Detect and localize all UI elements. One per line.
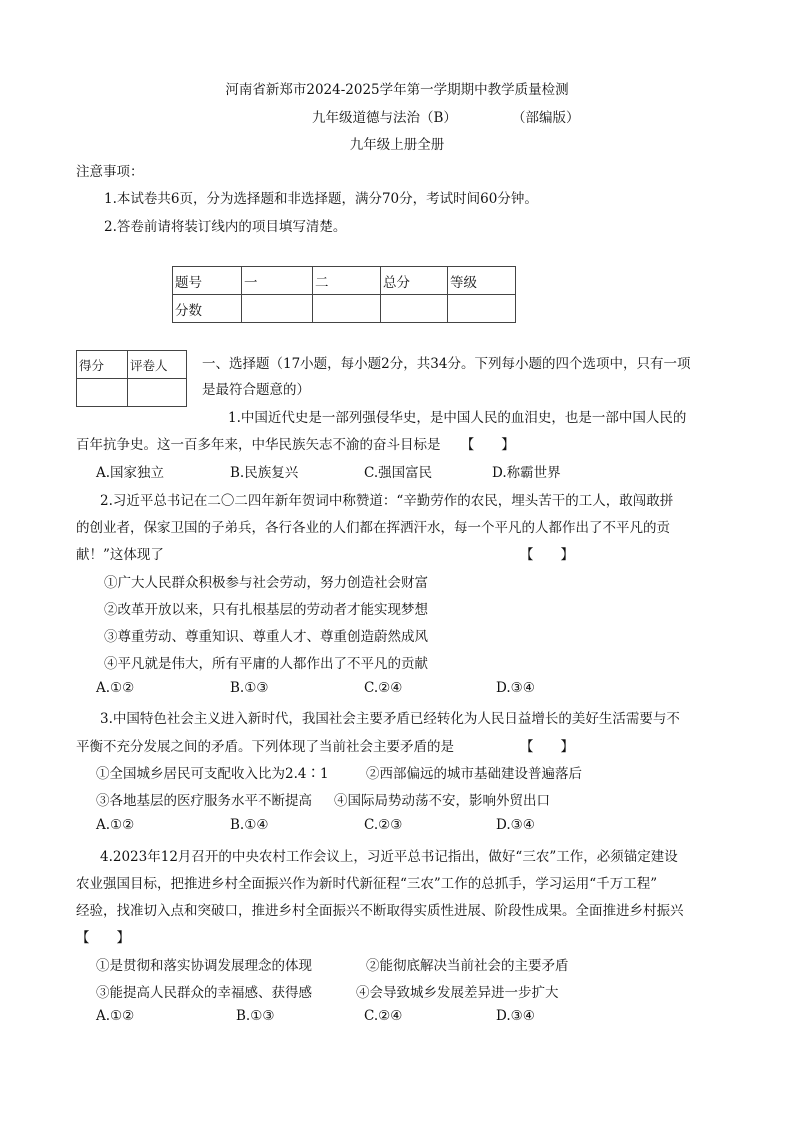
score-cell[interactable] bbox=[313, 295, 381, 323]
score-cell[interactable] bbox=[448, 295, 516, 323]
score-cell[interactable] bbox=[242, 295, 313, 323]
q4-option-b: B.①③ bbox=[236, 1008, 275, 1024]
q2-option-b: B.①③ bbox=[230, 680, 269, 696]
question-4-line2: 农业强国目标，把推进乡村全面振兴作为新时代新征程“三农”工作的总抓手，学习运用“千万工程” bbox=[76, 876, 658, 892]
question-3-line1: 3.中国特色社会主义进入新时代，我国社会主要矛盾已经转化为人民日益增长的美好生活需要与不 bbox=[100, 711, 680, 727]
q2-statement-2: ②改革开放以来，只有扎根基层的劳动者才能实现梦想 bbox=[104, 602, 428, 618]
q2-statement-3: ③尊重劳动、尊重知识、尊重人才、尊重创造蔚然成风 bbox=[104, 629, 428, 645]
note-item-1: 1.本试卷共6页，分为选择题和非选择题，满分70分，考试时间60分钟。 bbox=[104, 191, 538, 207]
exam-edition: （部编版） bbox=[512, 110, 580, 126]
exam-scope: 九年级上册全册 bbox=[349, 137, 445, 153]
q4-statement-1: ①是贯彻和落实协调发展理念的体现 bbox=[96, 958, 312, 974]
grader-table-header: 得分 bbox=[77, 351, 128, 379]
q3-option-b: B.①④ bbox=[230, 817, 269, 833]
q4-answer-bracket[interactable]: 【 】 bbox=[76, 930, 130, 946]
q3-option-a: A.①② bbox=[96, 817, 135, 833]
score-table bbox=[172, 266, 516, 323]
q2-option-c: C.②④ bbox=[364, 680, 403, 696]
exam-subject: 九年级道德与法治（B） bbox=[312, 110, 457, 126]
question-4-line1: 4.2023年12月召开的中央农村工作会议上，习近平总书记指出，做好“三农”工作，必须锚定建设 bbox=[100, 849, 678, 865]
notes-heading: 注意事项： bbox=[76, 164, 144, 180]
question-1-line2: 百年抗争史。这一百多年来，中华民族矢志不渝的奋斗目标是 【 】 bbox=[76, 437, 515, 453]
section-intro-line1: 一、选择题（17小题，每小题2分，共34分。下列每小题的四个选项中，只有一项 bbox=[202, 356, 691, 372]
q1-option-a: A.国家独立 bbox=[96, 465, 165, 481]
q1-option-b: B.民族复兴 bbox=[230, 465, 299, 481]
score-row-label: 分数 bbox=[173, 295, 242, 323]
q3-option-d: D.③④ bbox=[496, 817, 535, 833]
q4-option-a: A.①② bbox=[96, 1008, 135, 1024]
grader-table bbox=[76, 350, 187, 407]
grader-name-cell[interactable] bbox=[128, 379, 187, 407]
score-table-header: 题号 bbox=[173, 267, 242, 295]
q4-option-c: C.②④ bbox=[364, 1008, 403, 1024]
q2-option-a: A.①② bbox=[96, 680, 135, 696]
q3-statement-1: ①全国城乡居民可支配收入比为2.4∶1 bbox=[96, 766, 329, 782]
q3-answer-bracket[interactable]: 【 】 bbox=[520, 739, 574, 755]
score-table-header: 二 bbox=[313, 267, 381, 295]
q1-option-d: D.称霸世界 bbox=[492, 465, 561, 481]
q3-statement-3: ③各地基层的医疗服务水平不断提高 bbox=[96, 793, 312, 809]
note-item-2: 2.答卷前请将装订线内的项目填写清楚。 bbox=[104, 219, 347, 235]
question-2-line2: 的创业者，保家卫国的子弟兵，各行各业的人们都在挥洒汗水，每一个平凡的人都作出了不平凡的贡 bbox=[76, 520, 670, 536]
question-2-line3: 献！”这体现了 bbox=[76, 547, 164, 563]
q4-statement-4: ④会导致城乡发展差异进一步扩大 bbox=[356, 985, 559, 1001]
grader-table-header-row bbox=[77, 351, 187, 379]
question-3-line2: 平衡不充分发展之间的矛盾。下列体现了当前社会主要矛盾的是 bbox=[76, 739, 454, 755]
q3-statement-4: ④国际局势动荡不安，影响外贸出口 bbox=[334, 793, 550, 809]
score-table-header: 总分 bbox=[381, 267, 448, 295]
score-table-header: 一 bbox=[242, 267, 313, 295]
grader-table-row bbox=[77, 379, 187, 407]
question-4-line3: 经验，找准切入点和突破口，推进乡村全面振兴不断取得实质性进展、阶段性成果。全面推进乡村振兴 bbox=[76, 903, 684, 919]
exam-title: 河南省新郑市2024-2025学年第一学期期中教学质量检测 bbox=[225, 82, 569, 98]
q2-option-d: D.③④ bbox=[496, 680, 535, 696]
q3-statement-2: ②西部偏远的城市基础建设普遍落后 bbox=[366, 766, 582, 782]
q4-option-d: D.③④ bbox=[496, 1008, 535, 1024]
score-table-row bbox=[173, 295, 516, 323]
score-table-header: 等级 bbox=[448, 267, 516, 295]
score-table-header-row bbox=[173, 267, 516, 295]
q1-option-c: C.强国富民 bbox=[364, 465, 433, 481]
section-intro-line2: 是最符合题意的） bbox=[202, 382, 310, 398]
score-cell[interactable] bbox=[381, 295, 448, 323]
grader-table-header: 评卷人 bbox=[128, 351, 187, 379]
question-2-line1: 2.习近平总书记在二〇二四年新年贺词中称赞道：“辛勤劳作的农民，埋头苦干的工人，敢闯敢拼 bbox=[100, 493, 674, 509]
q2-statement-4: ④平凡就是伟大，所有平庸的人都作出了不平凡的贡献 bbox=[104, 656, 428, 672]
grader-score-cell[interactable] bbox=[77, 379, 128, 407]
q2-answer-bracket[interactable]: 【 】 bbox=[520, 547, 574, 563]
q3-option-c: C.②③ bbox=[364, 817, 403, 833]
q4-statement-2: ②能彻底解决当前社会的主要矛盾 bbox=[366, 958, 569, 974]
question-1-line1: 1.中国近代史是一部列强侵华史，是中国人民的血泪史，也是一部中国人民的 bbox=[228, 410, 687, 426]
q2-statement-1: ①广大人民群众积极参与社会劳动，努力创造社会财富 bbox=[104, 575, 428, 591]
q4-statement-3: ③能提高人民群众的幸福感、获得感 bbox=[96, 985, 312, 1001]
